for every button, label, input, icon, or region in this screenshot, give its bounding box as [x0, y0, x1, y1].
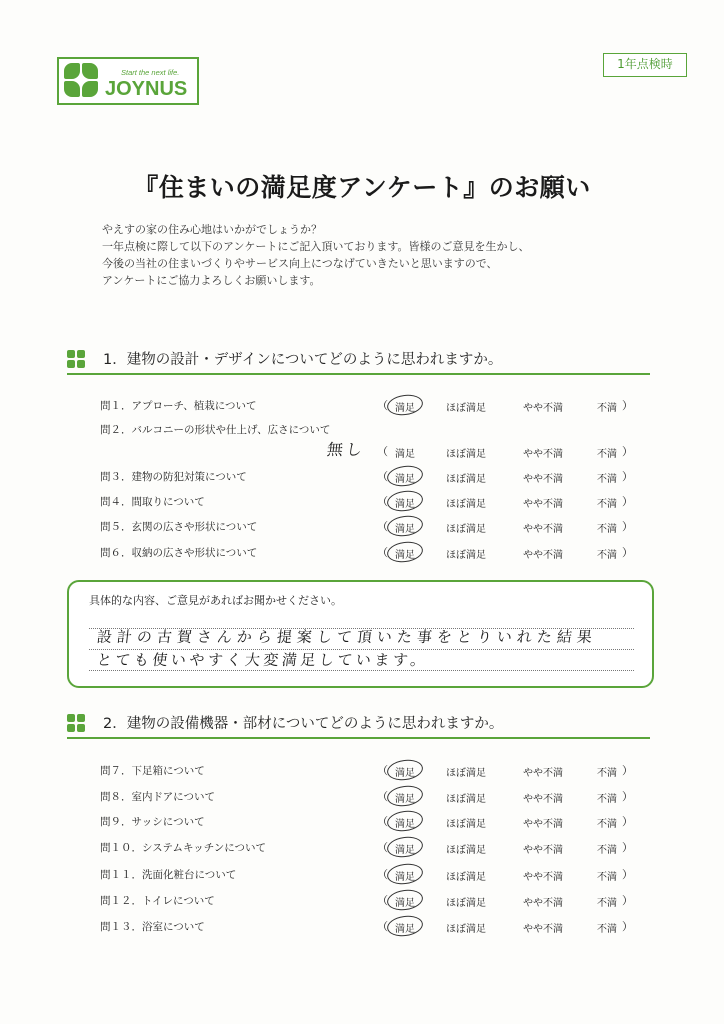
rating-option[interactable]: ほぼ満足	[446, 794, 486, 805]
section1-title: 1．建物の設計・デザインについてどのように思われますか。	[103, 352, 503, 368]
clover-logo-icon	[64, 63, 100, 99]
rating-option[interactable]: 満足	[395, 872, 415, 883]
logo-tagline: Start the next life.	[121, 68, 180, 77]
paren-open: （	[377, 445, 388, 458]
paren-close: ）	[622, 920, 633, 933]
paren-close: ）	[622, 546, 633, 559]
rating-option[interactable]: ほぼ満足	[446, 768, 486, 779]
rating-option[interactable]: やや不満	[523, 449, 563, 460]
rating-option[interactable]: 不満	[597, 403, 617, 414]
selected-circle-mark	[386, 489, 424, 514]
paren-close: ）	[622, 868, 633, 881]
selected-circle-mark	[386, 914, 424, 939]
question-label: 問４．間取りについて	[100, 496, 205, 508]
rating-option[interactable]: 不満	[597, 872, 617, 883]
paren-close: ）	[622, 894, 633, 907]
handwritten-comment-line: 設計の古賀さんから提案して頂いた事をとりいれた結果	[96, 628, 598, 646]
rating-option[interactable]: 満足	[395, 474, 415, 485]
question-label: 問８．室内ドアについて	[100, 791, 215, 803]
selected-circle-mark	[386, 835, 424, 860]
rating-option[interactable]: ほぼ満足	[446, 403, 486, 414]
paren-open: （	[377, 764, 388, 777]
rating-option[interactable]: やや不満	[523, 819, 563, 830]
joynus-logo	[57, 57, 199, 105]
paren-close: ）	[622, 841, 633, 854]
paren-open: （	[377, 520, 388, 533]
question-label: 問６．収納の広さや形状について	[100, 547, 258, 559]
paren-close: ）	[622, 764, 633, 777]
rating-option[interactable]: 不満	[597, 499, 617, 510]
rating-option[interactable]: やや不満	[523, 924, 563, 935]
rating-option[interactable]: ほぼ満足	[446, 474, 486, 485]
question-label: 問９．サッシについて	[100, 816, 205, 828]
paren-close: ）	[622, 445, 633, 458]
rating-option[interactable]: ほぼ満足	[446, 924, 486, 935]
paren-open: （	[377, 815, 388, 828]
selected-circle-mark	[386, 784, 424, 809]
selected-circle-mark	[386, 862, 424, 887]
paren-open: （	[377, 470, 388, 483]
rating-option[interactable]: 不満	[597, 550, 617, 561]
rating-option[interactable]: 不満	[597, 819, 617, 830]
rating-option[interactable]: 満足	[395, 924, 415, 935]
rating-option[interactable]: やや不満	[523, 845, 563, 856]
question-label: 問２．バルコニーの形状や仕上げ、広さについて	[100, 424, 331, 436]
rating-option[interactable]: 不満	[597, 924, 617, 935]
paren-close: ）	[622, 470, 633, 483]
inspection-badge: 1年点検時	[603, 53, 687, 77]
rating-option[interactable]: 不満	[597, 449, 617, 460]
question-label: 問１３．浴室について	[100, 921, 205, 933]
question-label: 問５．玄関の広さや形状について	[100, 521, 258, 533]
question-label: 問１１．洗面化粧台について	[100, 869, 237, 881]
rating-option[interactable]: 不満	[597, 768, 617, 779]
rating-option[interactable]: ほぼ満足	[446, 524, 486, 535]
rating-option[interactable]: 不満	[597, 845, 617, 856]
rating-option[interactable]: 満足	[395, 794, 415, 805]
rating-option[interactable]: やや不満	[523, 403, 563, 414]
rating-option[interactable]: 満足	[395, 403, 415, 414]
rating-option[interactable]: やや不満	[523, 550, 563, 561]
rating-option[interactable]: 満足	[395, 819, 415, 830]
rating-option[interactable]: やや不満	[523, 768, 563, 779]
intro-text	[102, 221, 529, 289]
rating-option[interactable]: やや不満	[523, 474, 563, 485]
selected-circle-mark	[386, 393, 424, 418]
handwritten-note: 無し	[325, 440, 366, 459]
question-label: 問３．建物の防犯対策について	[100, 471, 247, 483]
intro-line: 一年点検に際して以下のアンケートにご記入頂いております。皆様のご意見を生かし、	[102, 240, 530, 253]
paren-close: ）	[622, 815, 633, 828]
rating-option[interactable]: 不満	[597, 794, 617, 805]
intro-line: やえすの家の住み心地はいかがでしょうか？	[102, 223, 322, 236]
intro-line: アンケートにご協力よろしくお願いします。	[102, 274, 321, 287]
section2-title: 2．建物の設備機器・部材についてどのように思われますか。	[103, 716, 504, 732]
selected-circle-mark	[386, 809, 424, 834]
paren-open: （	[377, 868, 388, 881]
paren-open: （	[377, 399, 388, 412]
paren-open: （	[377, 920, 388, 933]
comment-box	[67, 580, 654, 688]
paren-open: （	[377, 495, 388, 508]
rating-option[interactable]: ほぼ満足	[446, 499, 486, 510]
rating-option[interactable]: 不満	[597, 898, 617, 909]
paren-close: ）	[622, 790, 633, 803]
rating-option[interactable]: 不満	[597, 474, 617, 485]
handwritten-comment-line: とても使いやすく大変満足しています。	[96, 651, 430, 669]
question-label: 問１０．システムキッチンについて	[100, 842, 267, 854]
rating-option[interactable]: ほぼ満足	[446, 872, 486, 883]
rating-option[interactable]: ほぼ満足	[446, 819, 486, 830]
paren-open: （	[377, 546, 388, 559]
rating-option[interactable]: 満足	[395, 768, 415, 779]
rating-option[interactable]: やや不満	[523, 898, 563, 909]
rating-option[interactable]: ほぼ満足	[446, 550, 486, 561]
rating-option[interactable]: 満足	[395, 449, 415, 460]
section-divider	[67, 373, 650, 375]
selected-circle-mark	[386, 888, 424, 913]
selected-circle-mark	[386, 514, 424, 539]
rating-option[interactable]: やや不満	[523, 872, 563, 883]
selected-circle-mark	[386, 758, 424, 783]
rating-option[interactable]: 満足	[395, 845, 415, 856]
question-label: 問１．アプローチ、植栽について	[100, 400, 257, 412]
rating-option[interactable]: 不満	[597, 524, 617, 535]
section-clover-icon	[67, 350, 87, 370]
rating-option[interactable]: ほぼ満足	[446, 845, 486, 856]
rating-option[interactable]: やや不満	[523, 524, 563, 535]
selected-circle-mark	[386, 540, 424, 565]
page-title: 『住まいの満足度アンケート』のお願い	[133, 173, 591, 202]
section-divider	[67, 737, 650, 739]
paren-open: （	[377, 894, 388, 907]
rating-option[interactable]: 満足	[395, 550, 415, 561]
question-label: 問１２．トイレについて	[100, 895, 215, 907]
intro-line: 今後の当社の住まいづくりやサービス向上につなげていきたいと思いますので、	[102, 257, 498, 270]
rating-option[interactable]: やや不満	[523, 794, 563, 805]
paren-close: ）	[622, 495, 633, 508]
rating-option[interactable]: 満足	[395, 524, 415, 535]
paren-open: （	[377, 841, 388, 854]
comment-rule	[89, 670, 634, 671]
paren-close: ）	[622, 520, 633, 533]
question-label: 問７．下足箱について	[100, 765, 205, 777]
comment-prompt: 具体的な内容、ご意見があればお聞かせください。	[89, 594, 342, 607]
rating-option[interactable]: 満足	[395, 898, 415, 909]
rating-option[interactable]: やや不満	[523, 499, 563, 510]
paren-close: ）	[622, 399, 633, 412]
rating-option[interactable]: 満足	[395, 499, 415, 510]
rating-option[interactable]: ほぼ満足	[446, 449, 486, 460]
paren-open: （	[377, 790, 388, 803]
logo-brand: JOYNUS	[105, 78, 188, 100]
rating-option[interactable]: ほぼ満足	[446, 898, 486, 909]
selected-circle-mark	[386, 464, 424, 489]
section-clover-icon	[67, 714, 87, 734]
